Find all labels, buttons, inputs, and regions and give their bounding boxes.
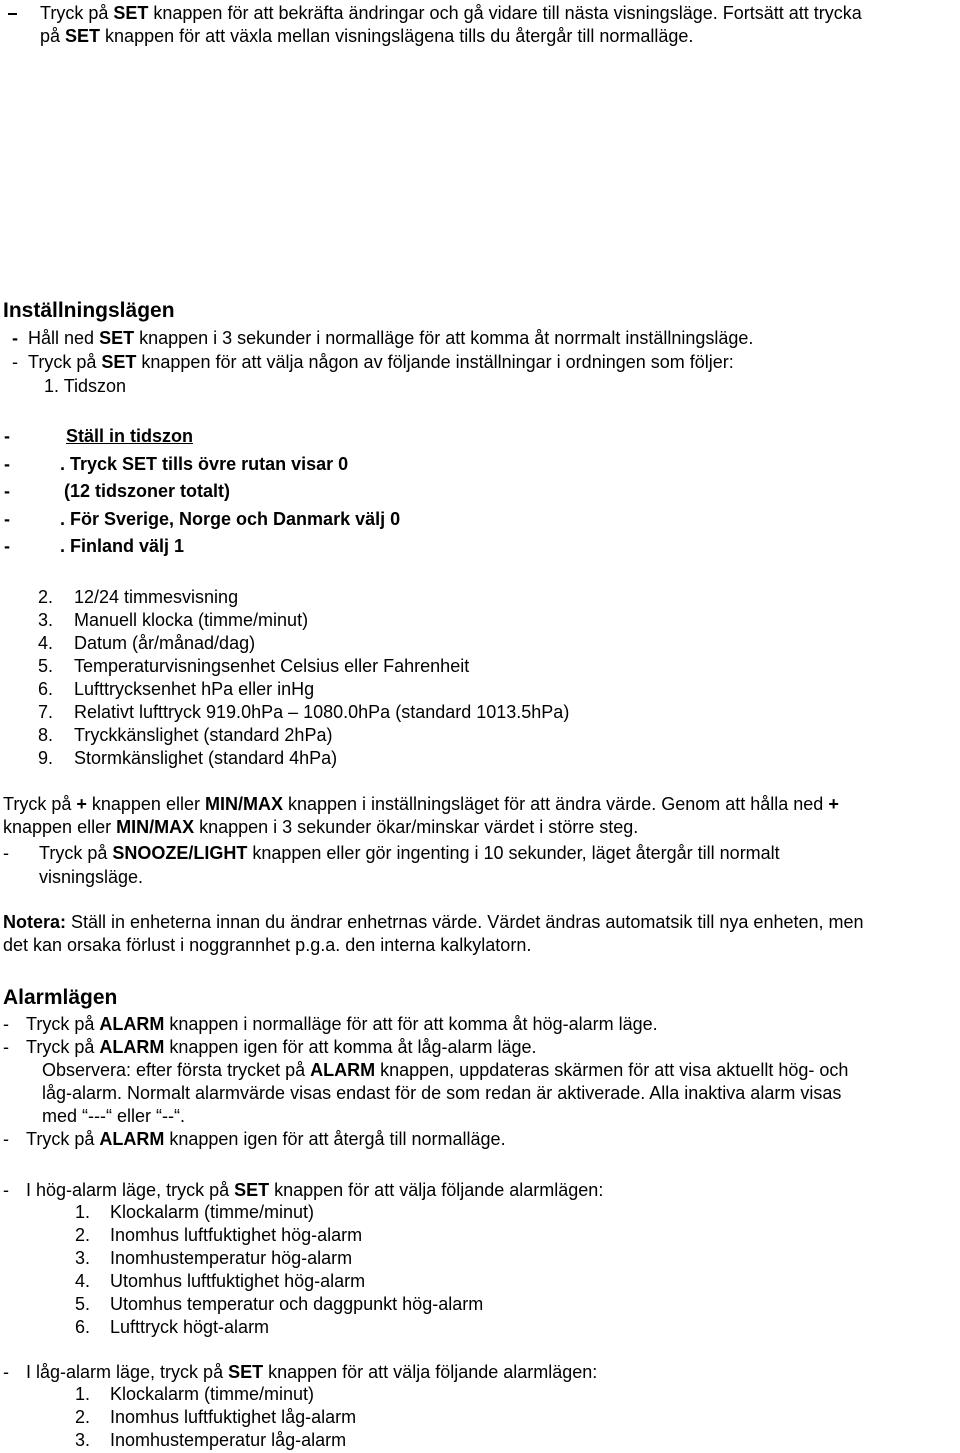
set-key-label: SET (99, 328, 135, 348)
item-number: 3. (75, 1430, 91, 1450)
list-item (38, 586, 238, 608)
item-text: Tryckkänslighet (standard 2hPa) (74, 725, 333, 745)
text: . För Sverige, Norge och Danmark välj 0 (60, 509, 401, 529)
dash: - (3, 1014, 9, 1034)
dash: - (4, 426, 10, 446)
text: knappen eller gör ingenting i 10 sekunder, läget återgår till normalt (247, 843, 780, 863)
settings-line-1 (12, 327, 753, 349)
dash: - (4, 509, 10, 529)
dash: - (4, 454, 10, 474)
list-item (75, 1429, 346, 1451)
dash: - (12, 328, 18, 348)
list-item (75, 1316, 269, 1338)
item-number: 4. (38, 633, 54, 653)
item-text: Inomhus luftfuktighet hög-alarm (110, 1225, 363, 1245)
dash: - (3, 1129, 9, 1149)
text: Tryck på (26, 1014, 100, 1034)
settings-line-2 (12, 351, 734, 373)
item-text: Temperaturvisningsenhet Celsius eller Fahrenheit (74, 656, 470, 676)
item-text: Klockalarm (timme/minut) (110, 1384, 315, 1404)
text: I låg-alarm läge, tryck på (26, 1362, 229, 1382)
text: Tryck på (26, 1129, 100, 1149)
text: knappen i 3 sekunder i normalläge för att komma åt norrmalt inställningsläge. (134, 328, 754, 348)
item-text: Utomhus luftfuktighet hög-alarm (110, 1271, 366, 1291)
item-text: Lufttrycksenhet hPa eller inHg (74, 679, 315, 699)
item-number: 5. (38, 656, 54, 676)
text: I hög-alarm läge, tryck på (26, 1180, 235, 1200)
sub-line-4 (4, 508, 401, 530)
text: Ställ in enheterna innan du ändrar enhetrnas värde. Värdet ändras automatsik till nya enheten, men (66, 912, 864, 932)
settings-item-1: 1. Tidszon (44, 376, 127, 396)
text: . Tryck SET tills övre rutan visar 0 (60, 454, 349, 474)
sub-line-5 (4, 535, 185, 557)
item-number: 3. (38, 610, 54, 630)
text: knappen för att välja följande alarmlägen: (263, 1362, 598, 1382)
sub-line-3 (4, 480, 231, 502)
item-number: 8. (38, 725, 54, 745)
text: knappen i inställningsläget för att ändra värde. Genom att hålla ned (282, 794, 829, 814)
text: på (40, 26, 66, 46)
high-alarm-intro (3, 1179, 603, 1201)
set-key-label: SET (234, 1180, 270, 1200)
text: knappen, uppdateras skärmen för att visa aktuellt hög- och (375, 1060, 849, 1080)
text: knappen igen för att komma åt låg-alarm läge. (164, 1037, 537, 1057)
set-key-label: SET (113, 3, 149, 23)
para-line-2 (3, 816, 638, 838)
text: Håll ned (28, 328, 100, 348)
item-text: Inomhustemperatur hög-alarm (110, 1248, 353, 1268)
alarm-key-label: ALARM (310, 1060, 376, 1080)
minmax-key-label: MIN/MAX (116, 817, 195, 837)
item-number: 2. (38, 587, 54, 607)
list-item (38, 609, 308, 631)
set-key-label: SET (101, 352, 137, 372)
text: knappen för att växla mellan visningslägena tills du återgår till normalläge. (100, 26, 694, 46)
list-item (75, 1383, 314, 1405)
list-item (75, 1293, 483, 1315)
item-number: 5. (75, 1294, 91, 1314)
dash: - (4, 481, 10, 501)
dash: - (3, 1362, 9, 1382)
item-number: 6. (38, 679, 54, 699)
dash: - (4, 536, 10, 556)
sub-line-1 (4, 425, 194, 447)
item-text: Klockalarm (timme/minut) (110, 1202, 315, 1222)
dash: - (3, 1180, 9, 1200)
note-label: Notera: (3, 912, 67, 932)
obs-line-1 (42, 1059, 848, 1081)
minmax-key-label: MIN/MAX (204, 794, 283, 814)
alarm-line-1 (3, 1013, 658, 1035)
plus-key-label: + (828, 794, 839, 814)
item-number: 4. (75, 1271, 91, 1291)
intro-line-1 (40, 2, 862, 24)
alarm-heading: Alarmlägen (3, 986, 118, 1009)
list-item (38, 678, 314, 700)
text: Tryck på (26, 1037, 100, 1057)
alarm-line-3 (3, 1128, 506, 1150)
alarm-key-label: ALARM (99, 1014, 165, 1034)
dash: - (12, 352, 18, 372)
text: knappen för att välja någon av följande inställningar i ordningen som följer: (136, 352, 734, 372)
list-item (75, 1224, 362, 1246)
item-text: Relativt lufttryck 919.0hPa – 1080.0hPa (standard 1013.5hPa) (74, 702, 570, 722)
list-item (38, 701, 569, 723)
list-item (38, 655, 469, 677)
item-number: 7. (38, 702, 54, 722)
text: Tryck på (28, 352, 102, 372)
alarm-key-label: ALARM (99, 1129, 165, 1149)
text: . Finland välj 1 (60, 536, 185, 556)
item-text: Manuell klocka (timme/minut) (74, 610, 309, 630)
list-item (75, 1201, 314, 1223)
item-text: Utomhus temperatur och daggpunkt hög-alarm (110, 1294, 484, 1314)
snooze-light-key-label: SNOOZE/LIGHT (112, 843, 248, 863)
sub-line-2 (4, 453, 349, 475)
list-item (38, 632, 255, 654)
note-line-2: det kan orsaka förlust i noggrannhet p.g.a. den interna kalkylatorn. (3, 935, 532, 955)
text: (12 tidszoner totalt) (64, 481, 231, 501)
alarm-line-2 (3, 1036, 537, 1058)
text: knappen igen för att återgå till normalläge. (164, 1129, 506, 1149)
intro-line-2 (40, 25, 693, 47)
list-item (38, 747, 337, 769)
list-item (38, 724, 332, 746)
text: knappen för att välja följande alarmlägen: (269, 1180, 604, 1200)
text: knappen eller (86, 794, 205, 814)
set-key-label: SET (65, 26, 101, 46)
item-text: Lufttryck högt-alarm (110, 1317, 270, 1337)
item-text: Inomhus luftfuktighet låg-alarm (110, 1407, 357, 1427)
text: Tryck på (40, 3, 114, 23)
text: Observera: efter första trycket på (42, 1060, 311, 1080)
alarm-key-label: ALARM (99, 1037, 165, 1057)
text: Ställ in tidszon (66, 426, 194, 446)
list-item (75, 1270, 365, 1292)
set-key-label: SET (228, 1362, 264, 1382)
text: Tryck på (3, 794, 77, 814)
snooze-line-2: visningsläge. (39, 867, 144, 887)
settings-heading: Inställningslägen (3, 299, 175, 322)
note-line-1 (3, 911, 864, 933)
obs-line-2: låg-alarm. Normalt alarmvärde visas endast för de som redan är aktiverade. Alla inaktiva alarm visas (42, 1083, 842, 1103)
item-number: 1. (75, 1384, 91, 1404)
item-number: 2. (75, 1407, 91, 1427)
dash: - (3, 843, 9, 863)
item-text: Datum (år/månad/dag) (74, 633, 256, 653)
item-text: Stormkänslighet (standard 4hPa) (74, 748, 338, 768)
list-item (75, 1406, 356, 1428)
plus-key-label: + (76, 794, 87, 814)
item-number: 1. (75, 1202, 91, 1222)
item-text: Inomhustemperatur låg-alarm (110, 1430, 347, 1450)
item-number: 3. (75, 1248, 91, 1268)
item-text: 12/24 timmesvisning (74, 587, 239, 607)
dash-bullet-icon (8, 13, 17, 15)
item-number: 2. (75, 1225, 91, 1245)
text: Tryck på (39, 843, 113, 863)
item-number: 6. (75, 1317, 91, 1337)
dash: - (3, 1037, 9, 1057)
para-line-1 (3, 793, 839, 815)
snooze-line-1 (3, 842, 780, 864)
obs-line-3: med “---“ eller “--“. (42, 1106, 185, 1126)
list-item (75, 1247, 352, 1269)
item-number: 9. (38, 748, 54, 768)
text: knappen för att bekräfta ändringar och gå vidare till nästa visningsläge. Fortsätt att trycka (148, 3, 862, 23)
text: knappen i normalläge för att för att komma åt hög-alarm läge. (164, 1014, 658, 1034)
text: knappen eller (3, 817, 117, 837)
text: knappen i 3 sekunder ökar/minskar värdet i större steg. (194, 817, 639, 837)
low-alarm-intro (3, 1361, 597, 1383)
